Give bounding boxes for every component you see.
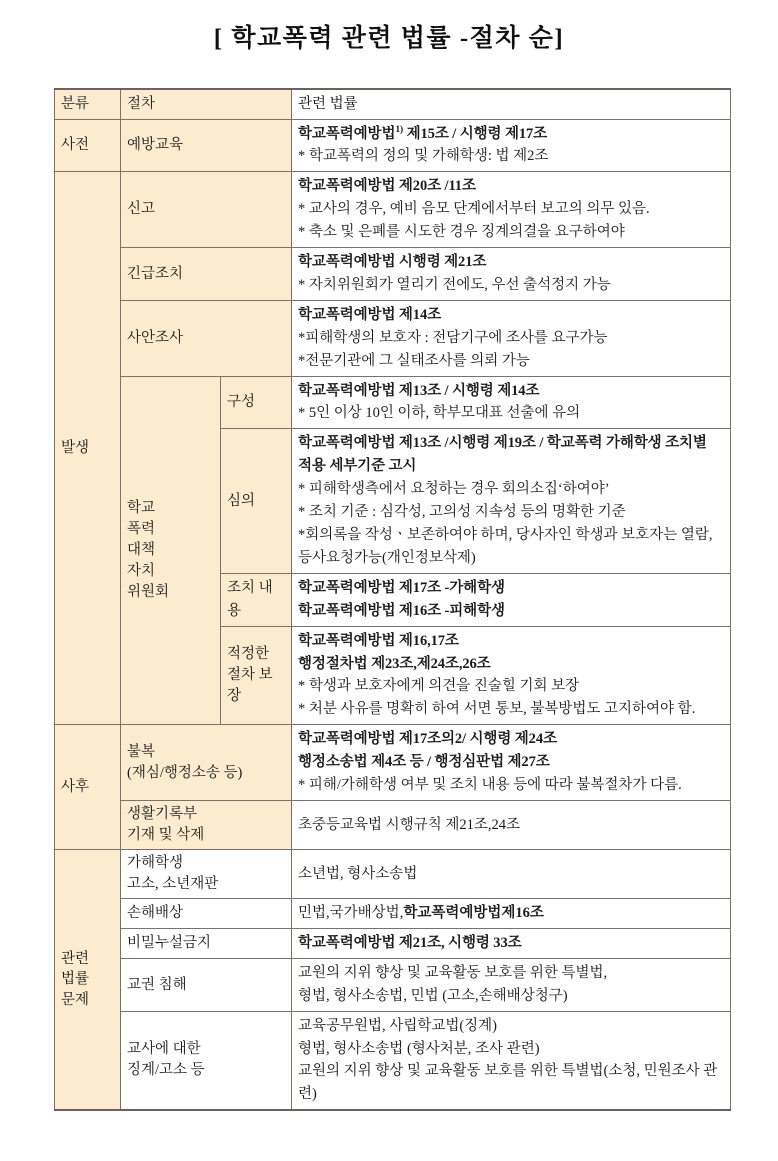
- category-related-issues: 관련 법률 문제: [55, 850, 121, 1111]
- law-school-record: [292, 800, 731, 849]
- law-line: * 피해학생측에서 요청하는 경우 회의소집‘하여야’: [298, 481, 610, 498]
- law-procedure-table: [54, 88, 731, 1111]
- procedure-report: 신고: [121, 172, 292, 248]
- law-line: 초중등교육법 시행규칙 제21조,24조: [298, 816, 520, 833]
- table-row-composition: [55, 376, 731, 429]
- law-line: * 5인 이상 10인 이하, 학부모대표 선출에 유의: [298, 405, 581, 422]
- law-line: * 학생과 보호자에게 의견을 진술힐 기회 보장: [298, 678, 580, 695]
- header-category: 분류: [55, 89, 121, 119]
- subprocedure-deliberation: 심의: [221, 429, 292, 573]
- law-line: 행정소송법 제4조 등 / 행정심판법 제27조: [298, 754, 550, 771]
- law-damages: [292, 899, 731, 929]
- law-line: 소년법, 형사소송법: [298, 865, 418, 882]
- law-line: 학교폭력예방법 제16,17조: [298, 632, 459, 649]
- footnote-marker: 1): [395, 124, 404, 135]
- page-title: [ 학교폭력 관련 법률 -절차 순]: [213, 25, 565, 52]
- law-line: *전문기관에 그 실태조사를 의뢰 가능: [298, 352, 530, 369]
- procedure-school-record: 생활기록부 기재 및 삭제: [121, 800, 292, 849]
- subprocedure-measures: 조치 내용: [221, 573, 292, 626]
- table-row-school-record: [55, 800, 731, 849]
- law-line: *회의록을 작성ㆍ보존하여야 하며, 당사자인 학생과 보호자는 열람, 등사요청가능(개인정보삭제): [298, 527, 713, 566]
- law-teacher-rights: [292, 958, 731, 1011]
- law-line: 교육공무원법, 사립학교법(징계): [298, 1017, 498, 1034]
- law-line: 학교폭력예방법 제17조 -가해학생: [298, 579, 505, 596]
- table-row-teacher-rights: [55, 958, 731, 1011]
- table-header-row: [55, 89, 731, 119]
- law-due-process: [292, 626, 731, 725]
- law-table-container: [54, 88, 730, 1111]
- law-line: * 교사의 경우, 예비 음모 단계에서부터 보고의 의무 있음.: [298, 201, 650, 218]
- procedure-investigation: 사안조사: [121, 300, 292, 376]
- header-procedure: 절차: [121, 89, 292, 119]
- law-offender-trial: [292, 850, 731, 899]
- law-investigation: [292, 300, 731, 376]
- table-row-prevention: [55, 119, 731, 172]
- law-line: 학교폭력예방법 제14조: [298, 306, 442, 323]
- procedure-emergency: 긴급조치: [121, 248, 292, 301]
- law-line: 학교폭력예방법 제21조, 시행령 33조: [298, 934, 522, 951]
- law-measures: [292, 573, 731, 626]
- procedure-appeal: 불복 (재심/행정소송 등): [121, 725, 292, 801]
- subprocedure-due-process: 적정한 절차 보장: [221, 626, 292, 725]
- procedure-committee: 학교 폭력 대책 자치 위원회: [121, 376, 221, 725]
- category-pre: 사전: [55, 119, 121, 172]
- procedure-offender-trial: 가해학생 고소, 소년재판: [121, 850, 292, 899]
- law-line: 형법, 형사소송법, 민법 (고소,손해배상청구): [298, 987, 568, 1004]
- law-line: * 조치 기준 : 심각성, 고의성 지속성 등의 명확한 기준: [298, 504, 626, 521]
- header-related-law: 관련 법률: [292, 89, 731, 119]
- law-appeal: [292, 725, 731, 801]
- procedure-prevention: 예방교육: [121, 119, 292, 172]
- law-line: * 피해/가해학생 여부 및 조치 내용 등에 따라 불복절차가 다름.: [298, 777, 682, 794]
- law-line: 학교폭력예방법 제17조의2/ 시행령 제24조: [298, 731, 557, 748]
- law-line: 행정절차법 제23조,제24조,26조: [298, 655, 491, 672]
- law-prevention: [292, 119, 731, 172]
- law-line: * 축소 및 은폐를 시도한 경우 징계의결을 요구하여야: [298, 224, 625, 241]
- law-line: * 학교폭력의 정의 및 가해학생: 법 제2조: [298, 148, 549, 165]
- law-composition: [292, 376, 731, 429]
- procedure-damages: 손해배상: [121, 899, 292, 929]
- law-line: 학교폭력예방법$^{1)}$ 제15조 / 시행령 제17조: [298, 124, 548, 142]
- law-line: 교원의 지위 향상 및 교육활동 보호를 위한 특별법(소청, 민원조사 관련): [298, 1063, 718, 1103]
- procedure-teacher-discipline: 교사에 대한 징계/고소 등: [121, 1011, 292, 1110]
- table-row-appeal: [55, 725, 731, 801]
- law-line: 학교폭력예방법 제20조 /11조: [298, 178, 476, 195]
- table-row-teacher-discipline: [55, 1011, 731, 1110]
- law-line: 교원의 지위 향상 및 교육활동 보호를 위한 특별법,: [298, 964, 608, 981]
- law-line: 학교폭력예방법 제13조 /시행령 제19조 / 학교폭력 가해학생 조치별 적용 세부기준 고시: [298, 435, 707, 475]
- law-emergency: [292, 248, 731, 301]
- law-line: 형법, 형사소송법 (형사처분, 조사 관련): [298, 1040, 540, 1057]
- category-occur: 발생: [55, 172, 121, 725]
- law-line: * 자치위원회가 열리기 전에도, 우선 출석정지 가능: [298, 276, 611, 293]
- table-row-emergency: [55, 248, 731, 301]
- table-row-damages: [55, 899, 731, 929]
- law-line: 학교폭력예방법 제16조 -피해학생: [298, 602, 505, 619]
- law-deliberation: [292, 429, 731, 573]
- table-row-confidentiality: [55, 928, 731, 958]
- table-row-offender-trial: [55, 850, 731, 899]
- law-teacher-discipline: [292, 1011, 731, 1110]
- law-line: 학교폭력예방법 시행령 제21조: [298, 254, 487, 271]
- law-confidentiality: [292, 928, 731, 958]
- category-post: 사후: [55, 725, 121, 850]
- table-row-investigation: [55, 300, 731, 376]
- table-row-report: [55, 172, 731, 248]
- law-line: *피해학생의 보호자 : 전담기구에 조사를 요구가능: [298, 329, 608, 346]
- law-line: 학교폭력예방법 제13조 / 시행령 제14조: [298, 382, 540, 399]
- procedure-confidentiality: 비밀누설금지: [121, 928, 292, 958]
- law-line: 민법,국가배상법,학교폭력예방법제16조: [298, 905, 544, 922]
- law-report: [292, 172, 731, 248]
- procedure-teacher-rights: 교권 침해: [121, 958, 292, 1011]
- law-line: * 처분 사유를 명확히 하여 서면 통보, 불복방법도 고지하여야 함.: [298, 701, 696, 718]
- subprocedure-composition: 구성: [221, 376, 292, 429]
